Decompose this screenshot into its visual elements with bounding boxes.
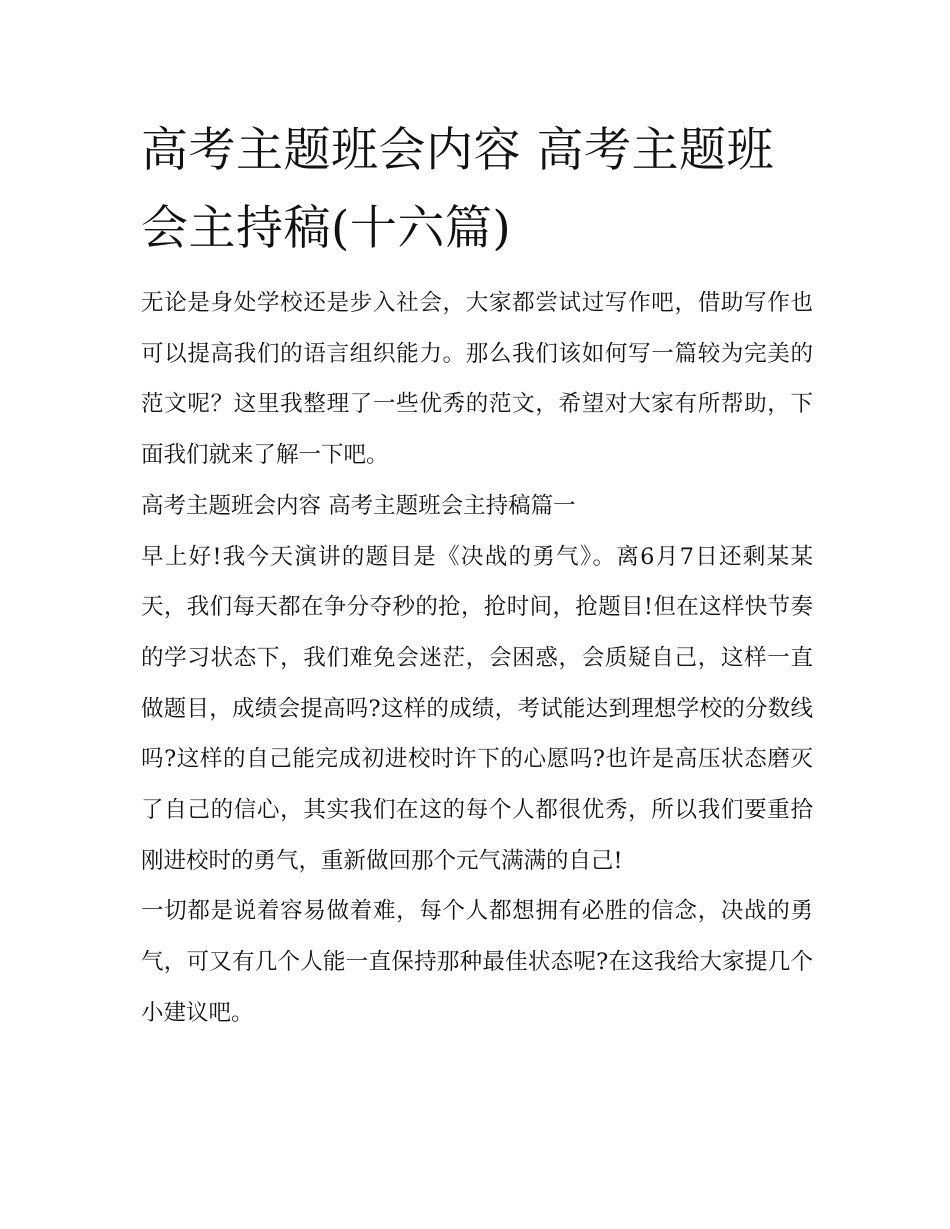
document-body [141, 278, 813, 1039]
section-heading: 高考主题班会内容 高考主题班会主持稿篇一 [141, 492, 576, 519]
document-title: 高考主题班会内容 高考主题班会主持稿(十六篇) [141, 123, 774, 256]
document-page [141, 112, 813, 1039]
speech-paragraph-1: 早上好!我今天演讲的题目是《决战的勇气》。离6月7日还剩某某天，我们每天都在争分夺秒的抢，抢时间，抢题目!但在这样快节奏的学习状态下，我们难免会迷茫，会困惑，会质疑自己，这样一直做题目，成绩会提高吗?这样的成绩，考试能达到理想学校的分数线吗?这样的自己能完成初进校时许下的心愿吗?也许是高压状态磨灭了自己的信心，其实我们在这的每个人都很优秀，所以我们要重拾刚进校时的勇气，重新做回那个元气满满的自己! [141, 543, 813, 874]
speech-paragraph-2: 一切都是说着容易做着难，每个人都想拥有必胜的信念，决战的勇气，可又有几个人能一直保持那种最佳状态呢?在这我给大家提几个小建议吧。 [141, 898, 813, 1026]
intro-paragraph: 无论是身处学校还是步入社会，大家都尝试过写作吧，借助写作也可以提高我们的语言组织能力。那么我们该如何写一篇较为完美的范文呢？这里我整理了一些优秀的范文，希望对大家有所帮助，下面我们就来了解一下吧。 [141, 290, 813, 469]
